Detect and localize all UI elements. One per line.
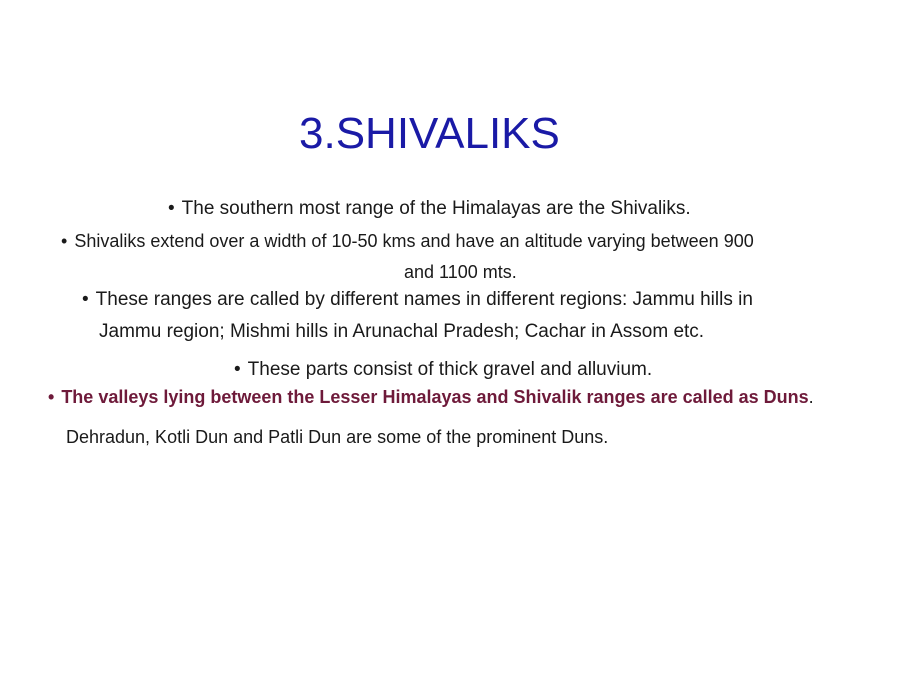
bullet-text: These ranges are called by different names in different regions: Jammu hills in xyxy=(95,289,753,310)
bullet-point-southern-range xyxy=(168,197,691,221)
bullet-icon: • xyxy=(61,231,68,251)
bullet-point-regional-names xyxy=(82,288,753,312)
bullet-continuation: and 1100 mts. xyxy=(404,262,517,282)
period-text: . xyxy=(808,387,814,407)
bullet-point-gravel xyxy=(234,358,652,382)
bullet-point-duns-highlight xyxy=(48,385,814,409)
bullet-icon: • xyxy=(82,289,89,310)
bullet-icon: • xyxy=(168,198,175,219)
bullet-continuation: Jammu region; Mishmi hills in Arunachal Pradesh; Cachar in Assom etc. xyxy=(99,321,705,342)
bullet-text: These parts consist of thick gravel and alluvium. xyxy=(247,359,653,380)
bullet-point-width-altitude xyxy=(61,229,754,253)
bullet-text: Shivaliks extend over a width of 10-50 kms and have an altitude varying between 900 xyxy=(74,231,754,251)
slide-title: 3.SHIVALIKS xyxy=(299,109,560,158)
bullet-text: The southern most range of the Himalayas are the Shivaliks. xyxy=(181,198,691,219)
bullet-icon: • xyxy=(234,359,241,380)
duns-examples-text: Dehradun, Kotli Dun and Patli Dun are some of the prominent Duns. xyxy=(66,427,609,447)
highlight-text: The valleys lying between the Lesser Himalayas and Shivalik ranges are called as Duns xyxy=(61,387,809,407)
bullet-icon: • xyxy=(48,387,55,407)
